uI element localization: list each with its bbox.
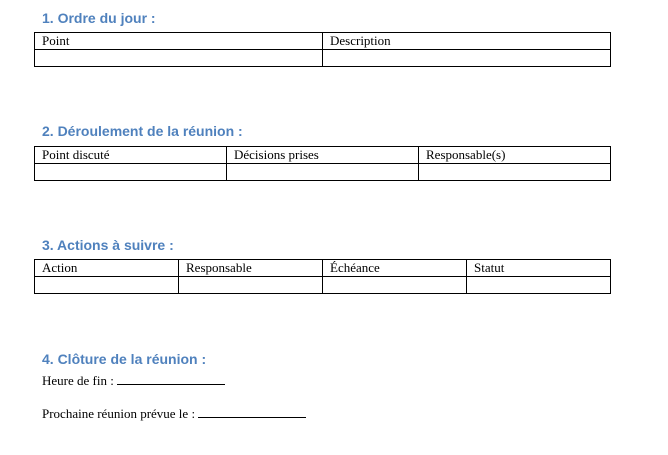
table-header-row (35, 260, 611, 277)
header-decisions: Décisions prises (227, 147, 419, 164)
section-1-heading: 1. Ordre du jour : (42, 10, 156, 26)
header-status: Statut (467, 260, 611, 277)
header-responsable: Responsable (179, 260, 323, 277)
header-deadline: Échéance (323, 260, 467, 277)
end-time-line (42, 372, 225, 389)
table-cell[interactable] (35, 164, 227, 181)
header-point: Point (35, 33, 323, 50)
table-header-row (35, 147, 611, 164)
next-meeting-blank[interactable] (198, 405, 306, 418)
table-cell[interactable] (227, 164, 419, 181)
agenda-table (34, 32, 611, 67)
end-time-label: Heure de fin : (42, 373, 114, 388)
table-header-row (35, 33, 611, 50)
table-cell[interactable] (419, 164, 611, 181)
next-meeting-line (42, 405, 306, 422)
header-responsible: Responsable(s) (419, 147, 611, 164)
end-time-blank[interactable] (117, 372, 225, 385)
section-3-heading: 3. Actions à suivre : (42, 237, 174, 253)
table-cell[interactable] (323, 277, 467, 294)
table-row (35, 164, 611, 181)
table-row (35, 50, 611, 67)
header-description: Description (323, 33, 611, 50)
table-row (35, 277, 611, 294)
header-action: Action (35, 260, 179, 277)
table-cell[interactable] (35, 277, 179, 294)
actions-table (34, 259, 611, 294)
next-meeting-label: Prochaine réunion prévue le : (42, 406, 196, 421)
table-cell[interactable] (467, 277, 611, 294)
table-cell[interactable] (179, 277, 323, 294)
table-cell[interactable] (323, 50, 611, 67)
proceedings-table (34, 146, 611, 181)
section-4-heading: 4. Clôture de la réunion : (42, 351, 207, 367)
header-point-discussed: Point discuté (35, 147, 227, 164)
table-cell[interactable] (35, 50, 323, 67)
section-2-heading: 2. Déroulement de la réunion : (42, 123, 243, 139)
